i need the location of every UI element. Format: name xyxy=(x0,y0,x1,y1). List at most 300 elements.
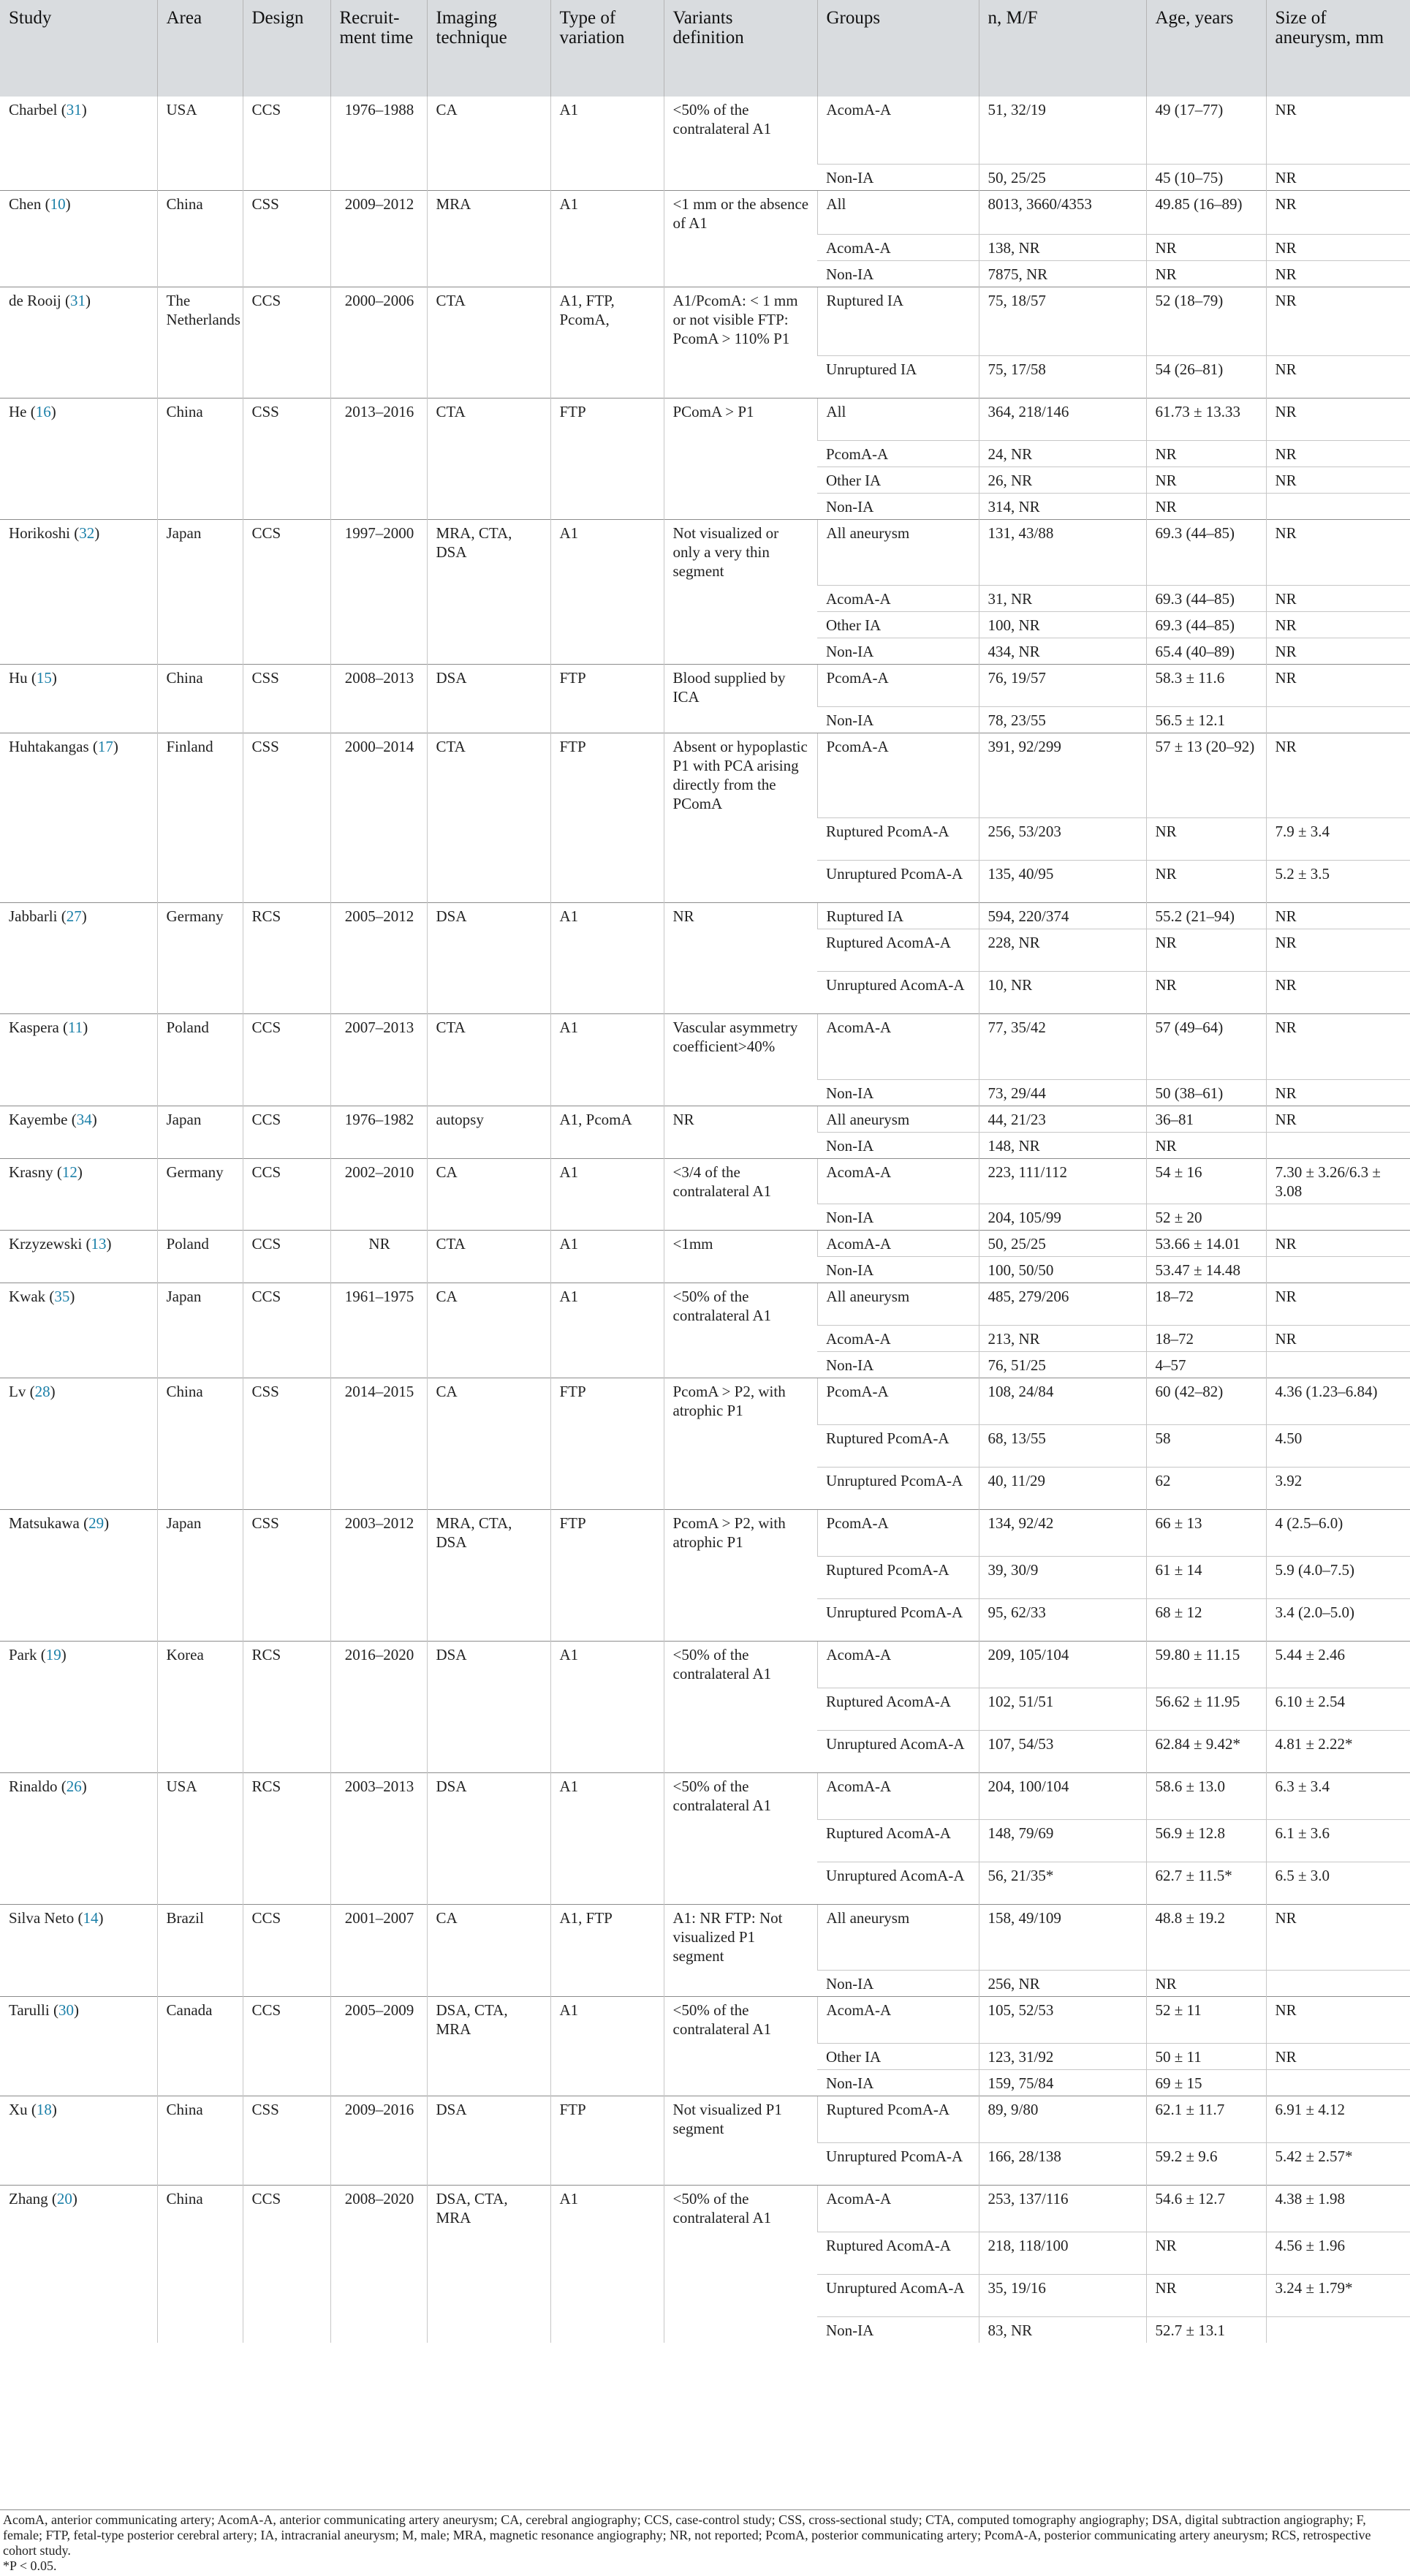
cell-n-mf: 76, 51/25 xyxy=(979,1351,1146,1378)
reference-link[interactable]: 12 xyxy=(61,1163,77,1181)
table-row xyxy=(0,1230,1410,1256)
header-recruitment-time: Recruit- ment time xyxy=(330,0,427,97)
cell-age: 54 ± 16 xyxy=(1146,1158,1266,1204)
footnote-abbreviations: AcomA, anterior communicating artery; AcomA-A, anterior communicating artery aneurysm; CA, cerebral angiography; CCS, case-control study; CSS, cross-sectional study; CTA, computed tomography angiography; DSA, digital subtraction angiography; F, female; FTP, fetal-type posterior cerebral artery; IA, intracranial aneurysm; M, male; MRA, magnetic resonance angiography; NR, not reported; PcomA, posterior communicating artery; PcomA-A, posterior communicating artery aneurysm; RCS, retrospective cohort study. xyxy=(3,2512,1371,2558)
cell-variants-definition: PcomA > P2, with atrophic P1 xyxy=(664,1509,817,1641)
table-row xyxy=(0,902,1410,929)
cell-type-of-variation: A1 xyxy=(550,1013,664,1106)
table-row xyxy=(0,733,1410,817)
cell-size xyxy=(1266,1351,1410,1378)
cell-area: Finland xyxy=(157,733,243,902)
cell-n-mf: 40, 11/29 xyxy=(979,1467,1146,1509)
cell-design: CCS xyxy=(243,1158,330,1230)
reference-link[interactable]: 15 xyxy=(36,668,52,687)
cell-imaging-technique: DSA xyxy=(427,2096,550,2185)
cell-area: Japan xyxy=(157,1283,243,1378)
cell-recruitment-time: 2000–2006 xyxy=(330,287,427,398)
reference-link[interactable]: 10 xyxy=(50,194,66,213)
header-row xyxy=(0,0,1410,97)
cell-n-mf: 314, NR xyxy=(979,493,1146,519)
table-row xyxy=(0,2096,1410,2142)
cell-recruitment-time: 2016–2020 xyxy=(330,1641,427,1772)
reference-link[interactable]: 27 xyxy=(66,907,82,925)
cell-age: 55.2 (21–94) xyxy=(1146,902,1266,929)
cell-design: RCS xyxy=(243,902,330,1013)
cell-group: Other IA xyxy=(817,2043,979,2069)
cell-age: 66 ± 13 xyxy=(1146,1509,1266,1556)
cell-group: Unruptured PcomA-A xyxy=(817,1598,979,1641)
cell-age: 53.47 ± 14.48 xyxy=(1146,1256,1266,1283)
cell-area: China xyxy=(157,398,243,519)
cell-group: PcomA-A xyxy=(817,664,979,706)
cell-n-mf: 594, 220/374 xyxy=(979,902,1146,929)
cell-size: NR xyxy=(1266,1079,1410,1106)
cell-size xyxy=(1266,2316,1410,2343)
cell-design: CCS xyxy=(243,1013,330,1106)
header-imaging-technique: Imaging technique xyxy=(427,0,550,97)
cell-imaging-technique: CTA xyxy=(427,1013,550,1106)
cell-group: Ruptured PcomA-A xyxy=(817,1556,979,1598)
study-name: Silva Neto xyxy=(9,1908,75,1927)
cell-group: Unruptured AcomA-A xyxy=(817,971,979,1013)
cell-recruitment-time: 2005–2012 xyxy=(330,902,427,1013)
cell-n-mf: 83, NR xyxy=(979,2316,1146,2343)
cell-n-mf: 76, 19/57 xyxy=(979,664,1146,706)
cell-design: CSS xyxy=(243,190,330,287)
cell-age: 59.80 ± 11.15 xyxy=(1146,1641,1266,1688)
cell-design: CCS xyxy=(243,287,330,398)
cell-age: 69.3 (44–85) xyxy=(1146,585,1266,611)
cell-size: NR xyxy=(1266,929,1410,971)
cell-size: 5.44 ± 2.46 xyxy=(1266,1641,1410,1688)
cell-age: NR xyxy=(1146,440,1266,467)
cell-age: 49 (17–77) xyxy=(1146,97,1266,164)
reference-link[interactable]: 29 xyxy=(88,1514,105,1532)
cell-recruitment-time: 1961–1975 xyxy=(330,1283,427,1378)
cell-age: 52 ± 20 xyxy=(1146,1204,1266,1230)
cell-size: 4.81 ± 2.22* xyxy=(1266,1730,1410,1772)
cell-study: Krasny (12) xyxy=(0,1158,157,1230)
cell-age: 50 ± 11 xyxy=(1146,2043,1266,2069)
cell-size: NR xyxy=(1266,519,1410,585)
cell-age: NR xyxy=(1146,860,1266,902)
cell-size: NR xyxy=(1266,1283,1410,1325)
cell-size: NR xyxy=(1266,440,1410,467)
cell-age: 58.6 ± 13.0 xyxy=(1146,1772,1266,1819)
study-name: Rinaldo xyxy=(9,1777,58,1795)
cell-age: 61.73 ± 13.33 xyxy=(1146,398,1266,440)
cell-size xyxy=(1266,1256,1410,1283)
cell-type-of-variation: FTP xyxy=(550,1509,664,1641)
cell-age: 18–72 xyxy=(1146,1283,1266,1325)
cell-study: Kwak (35) xyxy=(0,1283,157,1378)
cell-recruitment-time: 2009–2012 xyxy=(330,190,427,287)
study-name: de Rooij xyxy=(9,291,61,309)
study-name: He xyxy=(9,402,27,420)
cell-variants-definition: PcomA > P2, with atrophic P1 xyxy=(664,1378,817,1509)
cell-n-mf: 35, 19/16 xyxy=(979,2274,1146,2316)
cell-imaging-technique: MRA, CTA, DSA xyxy=(427,1509,550,1641)
cell-variants-definition: <1 mm or the absence of A1 xyxy=(664,190,817,287)
cell-group: PcomA-A xyxy=(817,1378,979,1424)
cell-group: Unruptured AcomA-A xyxy=(817,1862,979,1904)
cell-area: The Netherlands xyxy=(157,287,243,398)
cell-n-mf: 135, 40/95 xyxy=(979,860,1146,902)
cell-n-mf: 75, 17/58 xyxy=(979,355,1146,398)
reference-link[interactable]: 20 xyxy=(56,2189,72,2207)
header-age: Age, years xyxy=(1146,0,1266,97)
reference-link[interactable]: 32 xyxy=(79,524,95,542)
cell-n-mf: 134, 92/42 xyxy=(979,1509,1146,1556)
study-name: Xu xyxy=(9,2100,28,2118)
cell-group: All aneurysm xyxy=(817,1106,979,1132)
cell-n-mf: 204, 105/99 xyxy=(979,1204,1146,1230)
cell-size: NR xyxy=(1266,1325,1410,1351)
cell-age: 52 ± 11 xyxy=(1146,1996,1266,2043)
cell-recruitment-time: 2003–2012 xyxy=(330,1509,427,1641)
cell-design: CSS xyxy=(243,1378,330,1509)
cell-group: AcomA-A xyxy=(817,97,979,164)
table-row xyxy=(0,2185,1410,2232)
cell-recruitment-time: 2008–2020 xyxy=(330,2185,427,2343)
cell-area: China xyxy=(157,2185,243,2343)
cell-area: Canada xyxy=(157,1996,243,2096)
table-row xyxy=(0,519,1410,585)
cell-type-of-variation: A1 xyxy=(550,190,664,287)
cell-size: NR xyxy=(1266,1106,1410,1132)
cell-age: 56.9 ± 12.8 xyxy=(1146,1819,1266,1862)
cell-n-mf: 138, NR xyxy=(979,234,1146,260)
cell-recruitment-time: 2002–2010 xyxy=(330,1158,427,1230)
cell-n-mf: 50, 25/25 xyxy=(979,1230,1146,1256)
cell-age: NR xyxy=(1146,929,1266,971)
cell-n-mf: 148, NR xyxy=(979,1132,1146,1158)
cell-variants-definition: Not visualized P1 segment xyxy=(664,2096,817,2185)
cell-imaging-technique: DSA xyxy=(427,664,550,733)
cell-recruitment-time: 2009–2016 xyxy=(330,2096,427,2185)
cell-size: NR xyxy=(1266,664,1410,706)
reference-link[interactable]: 34 xyxy=(76,1110,92,1128)
cell-area: China xyxy=(157,1378,243,1509)
cell-type-of-variation: A1 xyxy=(550,2185,664,2343)
cell-area: Germany xyxy=(157,1158,243,1230)
cell-group: Unruptured PcomA-A xyxy=(817,1467,979,1509)
cell-n-mf: 44, 21/23 xyxy=(979,1106,1146,1132)
cell-age: 57 ± 13 (20–92) xyxy=(1146,733,1266,817)
cell-imaging-technique: CTA xyxy=(427,1230,550,1283)
cell-age: 48.8 ± 19.2 xyxy=(1146,1904,1266,1970)
cell-type-of-variation: FTP xyxy=(550,733,664,902)
cell-n-mf: 485, 279/206 xyxy=(979,1283,1146,1325)
cell-recruitment-time: NR xyxy=(330,1230,427,1283)
cell-group: Non-IA xyxy=(817,1079,979,1106)
cell-age: NR xyxy=(1146,2274,1266,2316)
cell-age: 57 (49–64) xyxy=(1146,1013,1266,1079)
cell-n-mf: 204, 100/104 xyxy=(979,1772,1146,1819)
cell-imaging-technique: CA xyxy=(427,1904,550,1996)
cell-n-mf: 31, NR xyxy=(979,585,1146,611)
cell-n-mf: 100, 50/50 xyxy=(979,1256,1146,1283)
cell-study: Xu (18) xyxy=(0,2096,157,2185)
cell-imaging-technique: CTA xyxy=(427,733,550,902)
cell-imaging-technique: MRA, CTA, DSA xyxy=(427,519,550,664)
cell-group: Ruptured AcomA-A xyxy=(817,2232,979,2274)
cell-imaging-technique: CTA xyxy=(427,287,550,398)
table-footnotes xyxy=(0,2512,1410,2574)
cell-recruitment-time: 2014–2015 xyxy=(330,1378,427,1509)
cell-imaging-technique: DSA xyxy=(427,1641,550,1772)
cell-size: NR xyxy=(1266,1904,1410,1970)
cell-design: CCS xyxy=(243,97,330,190)
study-name: Charbel xyxy=(9,101,58,118)
header-groups: Groups xyxy=(817,0,979,97)
reference-link[interactable]: 17 xyxy=(97,737,113,755)
cell-study: Kaspera (11) xyxy=(0,1013,157,1106)
table-bottom-rule xyxy=(0,2509,1410,2510)
cell-n-mf: 253, 137/116 xyxy=(979,2185,1146,2232)
cell-age: 54 (26–81) xyxy=(1146,355,1266,398)
cell-size: NR xyxy=(1266,585,1410,611)
cell-study: Huhtakangas (17) xyxy=(0,733,157,902)
cell-n-mf: 159, 75/84 xyxy=(979,2069,1146,2096)
cell-group: Ruptured AcomA-A xyxy=(817,1688,979,1730)
cell-group: Non-IA xyxy=(817,706,979,733)
cell-age: 62.84 ± 9.42* xyxy=(1146,1730,1266,1772)
cell-age: 50 (38–61) xyxy=(1146,1079,1266,1106)
cell-size xyxy=(1266,1970,1410,1996)
cell-group: AcomA-A xyxy=(817,1158,979,1204)
cell-n-mf: 256, 53/203 xyxy=(979,817,1146,860)
cell-variants-definition: Vascular asymmetry coefficient>40% xyxy=(664,1013,817,1106)
cell-imaging-technique: CA xyxy=(427,97,550,190)
cell-age: 59.2 ± 9.6 xyxy=(1146,2142,1266,2185)
cell-type-of-variation: A1, FTP, PcomA, xyxy=(550,287,664,398)
reference-link[interactable]: 11 xyxy=(68,1018,83,1036)
cell-size: NR xyxy=(1266,355,1410,398)
cell-age: 69 ± 15 xyxy=(1146,2069,1266,2096)
cell-size: NR xyxy=(1266,287,1410,355)
cell-n-mf: 148, 79/69 xyxy=(979,1819,1146,1862)
cell-study: Silva Neto (14) xyxy=(0,1904,157,1996)
reference-link[interactable]: 28 xyxy=(34,1382,50,1400)
cell-design: CCS xyxy=(243,1904,330,1996)
cell-n-mf: 218, 118/100 xyxy=(979,2232,1146,2274)
cell-study: Krzyzewski (13) xyxy=(0,1230,157,1283)
reference-link[interactable]: 19 xyxy=(45,1645,61,1663)
cell-n-mf: 75, 18/57 xyxy=(979,287,1146,355)
cell-study: Tarulli (30) xyxy=(0,1996,157,2096)
cell-group: PcomA-A xyxy=(817,733,979,817)
cell-variants-definition: <50% of the contralateral A1 xyxy=(664,1641,817,1772)
cell-age: 56.62 ± 11.95 xyxy=(1146,1688,1266,1730)
reference-link[interactable]: 31 xyxy=(66,101,82,118)
cell-n-mf: 73, 29/44 xyxy=(979,1079,1146,1106)
reference-link[interactable]: 31 xyxy=(70,291,86,309)
cell-age: 58.3 ± 11.6 xyxy=(1146,664,1266,706)
table-row xyxy=(0,1904,1410,1970)
cell-group: All aneurysm xyxy=(817,1283,979,1325)
study-name: Horikoshi xyxy=(9,524,70,542)
study-name: Matsukawa xyxy=(9,1514,80,1532)
cell-size xyxy=(1266,1204,1410,1230)
cell-study: Hu (15) xyxy=(0,664,157,733)
cell-size: 5.42 ± 2.57* xyxy=(1266,2142,1410,2185)
study-name: Park xyxy=(9,1645,37,1663)
cell-recruitment-time: 1976–1982 xyxy=(330,1106,427,1158)
cell-group: Non-IA xyxy=(817,638,979,664)
cell-n-mf: 166, 28/138 xyxy=(979,2142,1146,2185)
cell-n-mf: 105, 52/53 xyxy=(979,1996,1146,2043)
cell-group: Non-IA xyxy=(817,260,979,287)
cell-age: NR xyxy=(1146,1132,1266,1158)
cell-area: Korea xyxy=(157,1641,243,1772)
cell-age: NR xyxy=(1146,260,1266,287)
cell-n-mf: 107, 54/53 xyxy=(979,1730,1146,1772)
header-type-of-variation: Type of variation xyxy=(550,0,664,97)
study-name: Tarulli xyxy=(9,2001,50,2019)
cell-size: 4.36 (1.23–6.84) xyxy=(1266,1378,1410,1424)
cell-size: NR xyxy=(1266,398,1410,440)
cell-design: CSS xyxy=(243,2096,330,2185)
cell-group: Ruptured PcomA-A xyxy=(817,817,979,860)
cell-group: Unruptured PcomA-A xyxy=(817,860,979,902)
reference-link[interactable]: 13 xyxy=(91,1234,107,1253)
cell-n-mf: 77, 35/42 xyxy=(979,1013,1146,1079)
table-row xyxy=(0,1996,1410,2043)
cell-type-of-variation: FTP xyxy=(550,1378,664,1509)
cell-size: 6.1 ± 3.6 xyxy=(1266,1819,1410,1862)
cell-group: AcomA-A xyxy=(817,1230,979,1256)
cell-design: CSS xyxy=(243,398,330,519)
table-body xyxy=(0,97,1410,2343)
cell-design: CCS xyxy=(243,519,330,664)
cell-size: 7.9 ± 3.4 xyxy=(1266,817,1410,860)
cell-n-mf: 24, NR xyxy=(979,440,1146,467)
cell-age: 62 xyxy=(1146,1467,1266,1509)
cell-design: RCS xyxy=(243,1772,330,1904)
cell-group: Non-IA xyxy=(817,2316,979,2343)
cell-group: All aneurysm xyxy=(817,1904,979,1970)
cell-variants-definition: A1/PcomA: < 1 mm or not visible FTP: PcomA > 110% P1 xyxy=(664,287,817,398)
table-row xyxy=(0,1013,1410,1079)
cell-recruitment-time: 2013–2016 xyxy=(330,398,427,519)
cell-n-mf: 228, NR xyxy=(979,929,1146,971)
reference-link[interactable]: 18 xyxy=(36,2100,52,2118)
cell-group: Other IA xyxy=(817,611,979,638)
cell-group: Non-IA xyxy=(817,1204,979,1230)
table-row xyxy=(0,664,1410,706)
study-name: Hu xyxy=(9,668,28,687)
cell-recruitment-time: 1976–1988 xyxy=(330,97,427,190)
cell-size: NR xyxy=(1266,2043,1410,2069)
cell-type-of-variation: A1 xyxy=(550,902,664,1013)
cell-type-of-variation: A1 xyxy=(550,1772,664,1904)
cell-size: 6.3 ± 3.4 xyxy=(1266,1772,1410,1819)
cell-age: 62.7 ± 11.5* xyxy=(1146,1862,1266,1904)
cell-n-mf: 209, 105/104 xyxy=(979,1641,1146,1688)
study-name: Krasny xyxy=(9,1163,53,1181)
cell-age: NR xyxy=(1146,2232,1266,2274)
reference-link[interactable]: 30 xyxy=(58,2001,74,2019)
cell-group: Ruptured PcomA-A xyxy=(817,2096,979,2142)
cell-group: Non-IA xyxy=(817,1351,979,1378)
cell-area: Poland xyxy=(157,1013,243,1106)
table-row xyxy=(0,1283,1410,1325)
reference-link[interactable]: 35 xyxy=(54,1287,70,1305)
cell-variants-definition: A1: NR FTP: Not visualized P1 segment xyxy=(664,1904,817,1996)
table-row xyxy=(0,398,1410,440)
cell-group: Unruptured AcomA-A xyxy=(817,2274,979,2316)
reference-link[interactable]: 16 xyxy=(35,402,51,420)
cell-study: Rinaldo (26) xyxy=(0,1772,157,1904)
cell-variants-definition: <50% of the contralateral A1 xyxy=(664,2185,817,2343)
cell-age: 49.85 (16–89) xyxy=(1146,190,1266,234)
cell-n-mf: 26, NR xyxy=(979,467,1146,493)
cell-type-of-variation: A1, FTP xyxy=(550,1904,664,1996)
cell-group: AcomA-A xyxy=(817,234,979,260)
table-row xyxy=(0,190,1410,234)
study-name: Kaspera xyxy=(9,1018,59,1036)
header-study: Study xyxy=(0,0,157,97)
cell-recruitment-time: 2008–2013 xyxy=(330,664,427,733)
cell-type-of-variation: FTP xyxy=(550,2096,664,2185)
cell-age: NR xyxy=(1146,971,1266,1013)
cell-study: Matsukawa (29) xyxy=(0,1509,157,1641)
cell-n-mf: 108, 24/84 xyxy=(979,1378,1146,1424)
header-size-of-aneurysm: Size of aneurysm, mm xyxy=(1266,0,1410,97)
cell-group: Unruptured IA xyxy=(817,355,979,398)
cell-study: He (16) xyxy=(0,398,157,519)
cell-study: Charbel (31) xyxy=(9,101,87,118)
cell-size: NR xyxy=(1266,1230,1410,1256)
cell-area: Germany xyxy=(157,902,243,1013)
cell-age: 68 ± 12 xyxy=(1146,1598,1266,1641)
cell-size: 5.9 (4.0–7.5) xyxy=(1266,1556,1410,1598)
cell-size: 6.5 ± 3.0 xyxy=(1266,1862,1410,1904)
table-row xyxy=(0,1106,1410,1132)
cell-study: Chen (10) xyxy=(0,190,157,287)
reference-link[interactable]: 14 xyxy=(83,1908,99,1927)
cell-design: CCS xyxy=(243,1996,330,2096)
cell-imaging-technique: DSA, CTA, MRA xyxy=(427,1996,550,2096)
cell-size xyxy=(1266,493,1410,519)
cell-recruitment-time: 2005–2009 xyxy=(330,1996,427,2096)
cell-area: Brazil xyxy=(157,1904,243,1996)
cell-group: AcomA-A xyxy=(817,1996,979,2043)
cell-age: 45 (10–75) xyxy=(1146,164,1266,190)
reference-link[interactable]: 26 xyxy=(66,1777,82,1795)
cell-size: NR xyxy=(1266,1996,1410,2043)
cell-size xyxy=(1266,1132,1410,1158)
cell-n-mf: 8013, 3660/4353 xyxy=(979,190,1146,234)
cell-study: Horikoshi (32) xyxy=(0,519,157,664)
study-name: Lv xyxy=(9,1382,26,1400)
cell-group: Non-IA xyxy=(817,164,979,190)
cell-group: Non-IA xyxy=(817,1132,979,1158)
cell-design: CCS xyxy=(243,1283,330,1378)
cell-design: RCS xyxy=(243,1641,330,1772)
header-n-mf: n, M/F xyxy=(979,0,1146,97)
cell-group: PcomA-A xyxy=(817,440,979,467)
cell-imaging-technique: autopsy xyxy=(427,1106,550,1158)
cell-size: NR xyxy=(1266,467,1410,493)
cell-variants-definition: Absent or hypoplastic P1 with PCA arising directly from the PComA xyxy=(664,733,817,902)
cell-n-mf: 68, 13/55 xyxy=(979,1424,1146,1467)
cell-imaging-technique: CA xyxy=(427,1283,550,1378)
cell-variants-definition: <1mm xyxy=(664,1230,817,1283)
cell-n-mf: 10, NR xyxy=(979,971,1146,1013)
cell-size: 7.30 ± 3.26/6.3 ± 3.08 xyxy=(1266,1158,1410,1204)
